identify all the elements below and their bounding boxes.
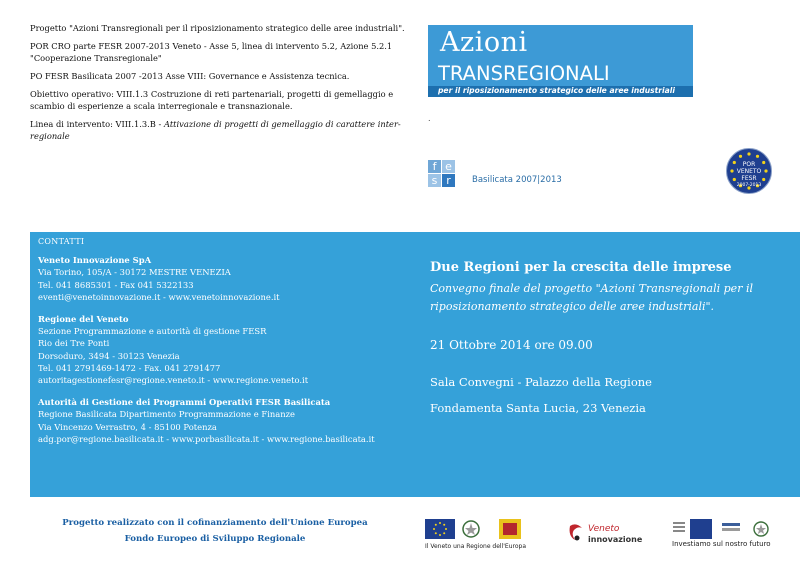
contact-group [38, 396, 418, 445]
contact-line: Regione Basilicata Dipartimento Programmazione e Finanze [38, 409, 296, 420]
fesr-letter-e: e [442, 160, 455, 173]
logo-title: Azioni [440, 27, 528, 58]
eu-caption: Il Veneto una Regione dell'Europa [425, 543, 526, 550]
fesr-logo-text: Basilicata 2007|2013 [472, 175, 562, 185]
contact-name: Regione del Veneto [38, 314, 129, 325]
contact-line: Tel. 041 8685301 - Fax 041 5322133 [38, 279, 194, 290]
institutional-logos-group [672, 519, 777, 539]
logo-tagline: per il riposizionamento strategico delle aree industriali [438, 86, 675, 95]
event-venue: Sala Convegni - Palazzo della Regione [430, 375, 652, 389]
contact-link[interactable]: autoritagestionefesr@regione.veneto.it - www.regione.veneto.it [38, 375, 309, 386]
por-badge-text: POR VENETO FESR 2007-2013 [736, 161, 762, 188]
veneto-innovazione-logo-icon [566, 522, 586, 544]
contact-line: Via Vincenzo Verrastro, 4 - 85100 Potenza [38, 421, 217, 432]
ministry-logo-icon [720, 519, 742, 539]
contact-group [38, 254, 418, 303]
eu-flag-small-icon [690, 519, 712, 539]
italy-emblem-icon [461, 519, 481, 539]
eu-logos-group [425, 519, 540, 541]
objective-line: Obiettivo operativo: VIII.1.3 Costruzione di reti partenariali, progetti di gemellaggio e scambio di esperienze a scala interregionale e transnazionale. [30, 89, 394, 111]
invest-slogan: Investiamo sul nostro futuro [672, 540, 771, 548]
logo-subtitle: TRANSREGIONALI [438, 62, 610, 85]
cofunding-note: Progetto realizzato con il cofinanziamento dell'Unione Europea Fondo Europeo di Sviluppo Regionale [62, 518, 368, 544]
small-mark: . [428, 114, 431, 123]
project-info [30, 22, 405, 148]
contacts-section [38, 236, 418, 455]
contact-line: Sezione Programmazione e autorità di gestione FESR [38, 326, 267, 337]
fesr-letter-r: r [442, 174, 455, 187]
event-subtitle: Convegno finale del progetto "Azioni Transregionali per il riposizionamento strategico delle aree industriali". [430, 282, 753, 313]
contact-line: Dorsoduro, 3494 - 30123 Venezia [38, 350, 180, 361]
po-fesr-line: PO FESR Basilicata 2007 -2013 Asse VIII: Governance e Assistenza tecnica. [30, 71, 350, 81]
contact-line: Via Torino, 105/A - 30172 MESTRE VENEZIA [38, 267, 231, 278]
fesr-logo-icon [428, 160, 468, 190]
intervention-line: Linea di intervento: VIII.1.3.B - Attivazione di progetti di gemellaggio di carattere inter-regionale [30, 119, 401, 141]
contacts-heading: CONTATTI [38, 237, 85, 246]
contact-group [38, 313, 418, 386]
event-date: 21 Ottobre 2014 ore 09.00 [430, 338, 593, 352]
fesr-letter-s: s [428, 174, 441, 187]
event-section [430, 260, 790, 415]
italy-emblem-small-icon [750, 519, 772, 539]
veneto-region-emblem-icon [499, 519, 521, 539]
contact-link[interactable]: adg.por@regione.basilicata.it - www.porbasilicata.it - www.regione.basilicata.it [38, 433, 375, 444]
por-cro-line: POR CRO parte FESR 2007-2013 Veneto - Asse 5, linea di intervento 5.2, Azione 5.2.1 "Cooperazione Transregionale" [30, 41, 393, 63]
contact-line: Rio dei Tre Ponti [38, 338, 110, 349]
event-address: Fondamenta Santa Lucia, 23 Venezia [430, 401, 646, 415]
fesr-letter-f: f [428, 160, 441, 173]
eu-flag-icon [425, 519, 455, 539]
small-logo-icon [672, 519, 686, 539]
contact-link[interactable]: eventi@venetoinnovazione.it - www.venetoinnovazione.it [38, 291, 280, 302]
event-title: Due Regioni per la crescita delle imprese [430, 260, 732, 275]
veneto-innovazione-name2: innovazione [588, 535, 643, 544]
contact-line: Tel. 041 2791469-1472 - Fax. 041 2791477 [38, 362, 221, 373]
project-title-line: Progetto "Azioni Transregionali per il riposizionamento strategico delle aree industriali". [30, 23, 405, 33]
veneto-innovazione-name: Veneto [588, 524, 620, 534]
contact-name: Veneto Innovazione SpA [38, 255, 152, 266]
contact-name: Autorità di Gestione dei Programmi Operativi FESR Basilicata [38, 397, 331, 408]
